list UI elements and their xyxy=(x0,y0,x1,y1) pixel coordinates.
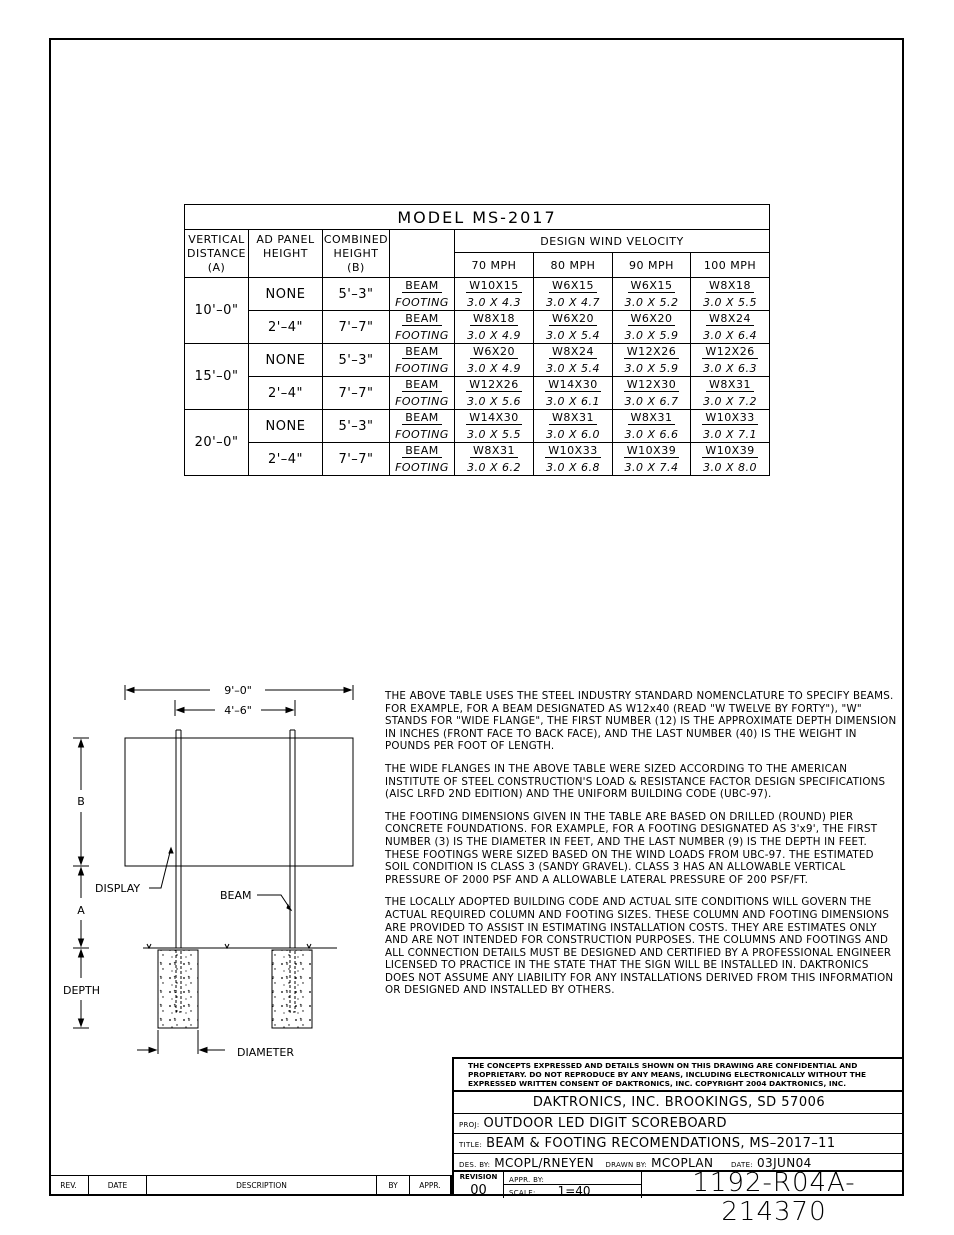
footing-size-cell: 3.0 X 5.9 xyxy=(613,360,691,377)
footing-size-cell: 3.0 X 4.3 xyxy=(455,294,534,311)
ad-panel-height-cell: 2'–4" xyxy=(249,311,323,344)
beam-size-cell: W8X24 xyxy=(691,311,770,328)
beam-size-cell: W6X20 xyxy=(534,311,613,328)
beam-size-cell: W8X31 xyxy=(613,410,691,427)
footing-size-cell: 3.0 X 7.2 xyxy=(691,393,770,410)
dim-overall-label: 9'–0" xyxy=(224,684,252,697)
beam-size-cell: W10X33 xyxy=(534,443,613,460)
revision-number: 00 xyxy=(470,1183,487,1198)
beam-size-cell: W8X31 xyxy=(691,377,770,394)
vertical-distance-cell: 15'–0" xyxy=(185,344,249,410)
header-speed-70: 70 MPH xyxy=(455,253,534,278)
header-design-wind-velocity: DESIGN WIND VELOCITY xyxy=(455,230,770,253)
revision-cell: REVISION 00 xyxy=(454,1172,504,1198)
vertical-distance-cell: 10'–0" xyxy=(185,278,249,344)
beam-size-cell: W10X39 xyxy=(613,443,691,460)
footing-size-cell: 3.0 X 6.0 xyxy=(534,426,613,443)
footing-size-cell: 3.0 X 5.6 xyxy=(455,393,534,410)
table-title: MODEL MS-2017 xyxy=(185,205,770,230)
note-paragraph: THE WIDE FLANGES IN THE ABOVE TABLE WERE SIZED ACCORDING TO THE AMERICAN INSTITUTE OF STEEL CONSTRUCTION'S LOAD & RESISTANCE FACTOR DESIGN SPECIFICATIONS (AISC LRFD 2ND EDITION) AND THE UNIFORM BUILDING CODE (UBC-97). xyxy=(385,762,886,801)
beam-label-cell: BEAM xyxy=(390,278,455,295)
footing-label-cell: FOOTING xyxy=(390,360,455,377)
ad-panel-height-cell: NONE xyxy=(249,278,323,311)
footing-label-cell: FOOTING xyxy=(390,426,455,443)
beam-size-cell: W6X15 xyxy=(534,278,613,295)
footing-size-cell: 3.0 X 5.4 xyxy=(534,360,613,377)
footing-size-cell: 3.0 X 5.5 xyxy=(455,426,534,443)
beam-size-cell: W10X15 xyxy=(455,278,534,295)
footing-size-cell: 3.0 X 6.4 xyxy=(691,327,770,344)
combined-height-cell: 5'–3" xyxy=(323,410,390,443)
beam-size-cell: W6X15 xyxy=(613,278,691,295)
drawing-number: 1192-R04A-214370 xyxy=(692,1168,856,1227)
company-name: DAKTRONICS, INC. BROOKINGS, SD 57006 xyxy=(454,1092,904,1114)
drawing-date: 03JUN04 xyxy=(757,1156,812,1170)
notes xyxy=(385,690,900,1007)
combined-height-cell: 7'–7" xyxy=(323,377,390,410)
scale-cell: SCALE: 1=40 xyxy=(504,1185,642,1198)
footing-size-cell: 3.0 X 4.9 xyxy=(455,327,534,344)
footing-size-cell: 3.0 X 4.7 xyxy=(534,294,613,311)
note-paragraph: THE FOOTING DIMENSIONS GIVEN IN THE TABLE ARE BASED ON DRILLED (ROUND) PIER CONCRETE FOUNDATIONS. FOR EXAMPLE, FOR A FOOTING DESIGNATED AS 3'x9', THE FIRST NUMBER (3) IS THE DIAMETER IN FEET, AND THE LAST NUMBER (9) IS THE DEPTH IN FEET. THESE FOOTINGS WERE SIZED BASED ON THE WIND LOADS FROM UBC-97. THE ESTIMATED SOIL CONDITION IS CLASS 3 (SANDY GRAVEL). CLASS 3 HAS AN ALLOWABLE VERTICAL PRESSURE OF 2000 PSF AND A ALLOWABLE LATERAL PRESSURE OF 200 PSF/FT. xyxy=(385,810,878,886)
combined-height-cell: 5'–3" xyxy=(323,278,390,311)
footing-size-cell: 3.0 X 5.2 xyxy=(613,294,691,311)
footing-size-cell: 3.0 X 5.4 xyxy=(534,327,613,344)
footing-size-cell: 3.0 X 7.1 xyxy=(691,426,770,443)
beam-size-cell: W8X31 xyxy=(534,410,613,427)
combined-height-cell: 7'–7" xyxy=(323,311,390,344)
ad-panel-height-cell: 2'–4" xyxy=(249,443,323,476)
title-row: TITLE: BEAM & FOOTING RECOMENDATIONS, MS–2017–11 xyxy=(454,1134,904,1154)
footing-size-cell: 3.0 X 7.4 xyxy=(613,459,691,476)
beam-size-cell: W6X20 xyxy=(455,344,534,361)
label-a: A xyxy=(77,904,85,917)
combined-height-cell: 5'–3" xyxy=(323,344,390,377)
beam-label-cell: BEAM xyxy=(390,377,455,394)
label-beam: BEAM xyxy=(220,889,252,902)
footing-size-cell: 3.0 X 6.8 xyxy=(534,459,613,476)
title-block xyxy=(452,1057,904,1227)
beam-footing-table xyxy=(184,204,770,476)
drawing-title: BEAM & FOOTING RECOMENDATIONS, MS–2017–11 xyxy=(486,1136,836,1151)
note-paragraph: THE LOCALLY ADOPTED BUILDING CODE AND ACTUAL SITE CONDITIONS WILL GOVERN THE ACTUAL REQUIRED COLUMN AND FOOTING SIZES. THESE COLUMN AND FOOTING DIMENSIONS ARE PROVIDED TO ASSIST IN ESTIMATING INSTALLATION COSTS. THEY ARE ESTIMATES ONLY AND ARE NOT INTENDED FOR CONSTRUCTION PURPOSES. THE COLUMNS AND FOOTINGS AND ALL CONNECTION DETAILS MUST BE DESIGNED AND CERTIFIED BY A PROFESSIONAL ENGINEER LICENSED TO PRACTICE IN THE STATE THAT THE SIGN WILL BE INSTALLED IN. DAKTRONICS DOES NOT ASSUME ANY LIABILITY FOR ANY INSTALLATIONS DERIVED FROM THIS INFORMATION OR DESIGNED AND INSTALLED BY OTHERS. xyxy=(385,896,894,997)
header-ad-panel-height: AD PANEL HEIGHT xyxy=(249,230,323,278)
label-b: B xyxy=(77,795,85,808)
footing-size-cell: 3.0 X 6.1 xyxy=(534,393,613,410)
project-row: PROJ: OUTDOOR LED DIGIT SCOREBOARD xyxy=(454,1114,904,1134)
beam-size-cell: W8X24 xyxy=(534,344,613,361)
beam-size-cell: W12X26 xyxy=(691,344,770,361)
vertical-distance-cell: 20'–0" xyxy=(185,410,249,476)
beam-size-cell: W14X30 xyxy=(534,377,613,394)
approved-by: APPR. BY: xyxy=(504,1172,642,1185)
combined-height-cell: 7'–7" xyxy=(323,443,390,476)
ad-panel-height-cell: 2'–4" xyxy=(249,377,323,410)
footing-size-cell: 3.0 X 8.0 xyxy=(691,459,770,476)
footing-size-cell: 3.0 X 6.3 xyxy=(691,360,770,377)
beam-size-cell: W6X20 xyxy=(613,311,691,328)
beam-size-cell: W10X39 xyxy=(691,443,770,460)
beam-size-cell: W8X18 xyxy=(691,278,770,295)
beam-label-cell: BEAM xyxy=(390,311,455,328)
footing-size-cell: 3.0 X 5.9 xyxy=(613,327,691,344)
header-combined-height: COMBINED HEIGHT (B) xyxy=(323,230,390,278)
header-speed-90: 90 MPH xyxy=(613,253,691,278)
beam-size-cell: W14X30 xyxy=(455,410,534,427)
footing-label-cell: FOOTING xyxy=(390,327,455,344)
beam-label-cell: BEAM xyxy=(390,410,455,427)
beam-size-cell: W12X26 xyxy=(455,377,534,394)
revision-strip: REV. DATE DESCRIPTION BY APPR. xyxy=(49,1175,452,1196)
dim-inner-label: 4'–6" xyxy=(224,704,252,717)
ad-panel-height-cell: NONE xyxy=(249,344,323,377)
beam-size-cell: W10X33 xyxy=(691,410,770,427)
confidential-notice: THE CONCEPTS EXPRESSED AND DETAILS SHOWN ON THIS DRAWING ARE CONFIDENTIAL AND PROPRIETARY. DO NOT REPRODUCE BY ANY MEANS, INCLUDING ELECTRONICALLY WITHOUT THE EXPRESSED WRITTEN CONSENT OF DAKTRONICS, INC. COPYRIGHT 2004 DAKTRONICS, INC. xyxy=(454,1059,904,1092)
label-depth: DEPTH xyxy=(63,984,101,997)
beam-size-cell: W8X31 xyxy=(455,443,534,460)
beam-label-cell: BEAM xyxy=(390,344,455,361)
header-vertical-distance: VERTICAL DISTANCE (A) xyxy=(185,230,249,278)
footing-size-cell: 3.0 X 6.7 xyxy=(613,393,691,410)
ad-panel-height-cell: NONE xyxy=(249,410,323,443)
designer-row: DES. BY: MCOPL/RNEYEN DRAWN BY: MCOPLAN DATE: 03JUN04 xyxy=(454,1154,904,1172)
project-name: OUTDOOR LED DIGIT SCOREBOARD xyxy=(483,1116,727,1131)
header-speed-100: 100 MPH xyxy=(691,253,770,278)
footing-label-cell: FOOTING xyxy=(390,459,455,476)
beam-label-cell: BEAM xyxy=(390,443,455,460)
footing-label-cell: FOOTING xyxy=(390,294,455,311)
footing-size-cell: 3.0 X 6.2 xyxy=(455,459,534,476)
header-blank xyxy=(390,230,455,278)
footing-size-cell: 3.0 X 4.9 xyxy=(455,360,534,377)
beam-size-cell: W12X26 xyxy=(613,344,691,361)
footing-size-cell: 3.0 X 5.5 xyxy=(691,294,770,311)
footing-label-cell: FOOTING xyxy=(390,393,455,410)
beam-size-cell: W12X30 xyxy=(613,377,691,394)
designed-by: MCOPL/RNEYEN xyxy=(494,1156,594,1170)
beam-size-cell: W8X18 xyxy=(455,311,534,328)
sign-elevation-diagram xyxy=(55,680,375,1070)
label-display: DISPLAY xyxy=(95,882,141,895)
scale-value: 1=40 xyxy=(557,1184,591,1198)
drawn-by: MCOPLAN xyxy=(651,1156,714,1170)
note-paragraph: THE ABOVE TABLE USES THE STEEL INDUSTRY STANDARD NOMENCLATURE TO SPECIFY BEAMS. FOR EXAMPLE, FOR A BEAM DESIGNATED AS W12x40 (READ "W TWELVE BY FORTY"), "W" STANDS FOR "WIDE FLANGE", THE FIRST NUMBER (12) IS THE APPROXIMATE DEPTH DIMENSION IN INCHES (FRONT FACE TO BACK FACE), AND THE LAST NUMBER (40) IS THE WEIGHT IN POUNDS PER FOOT OF LENGTH. xyxy=(385,690,897,753)
header-speed-80: 80 MPH xyxy=(534,253,613,278)
footing-size-cell: 3.0 X 6.6 xyxy=(613,426,691,443)
label-diameter: DIAMETER xyxy=(237,1046,294,1059)
